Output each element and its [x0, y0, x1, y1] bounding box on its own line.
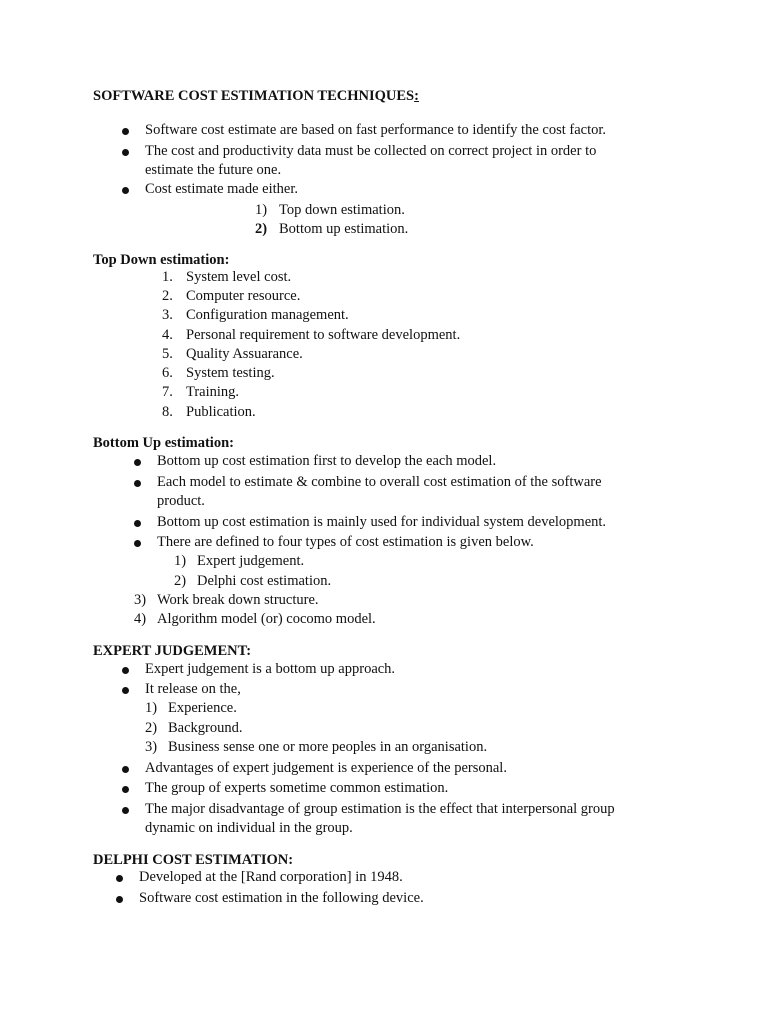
expert-bullet-1: Expert judgement is a bottom up approach.	[145, 661, 396, 677]
delphi-heading: DELPHI COST ESTIMATION:	[93, 852, 294, 868]
bullet-icon	[122, 187, 129, 194]
expert-bullet-5-line-1: The major disadvantage of group estimation is the effect that interpersonal group	[145, 801, 615, 817]
estimation-type-num: 3)	[134, 592, 147, 608]
estimation-type: Algorithm model (or) cocomo model.	[157, 611, 376, 627]
bottom-up-heading: Bottom Up estimation:	[93, 435, 234, 451]
top-down-num: 6.	[162, 365, 173, 381]
top-down-item: Configuration management.	[186, 307, 349, 323]
bottom-up-bullet-4: There are defined to four types of cost estimation is given below.	[157, 534, 534, 550]
bullet-icon	[134, 480, 141, 487]
bottom-up-bullet-2-line-2: product.	[157, 493, 205, 509]
bullet-icon	[122, 149, 129, 156]
top-down-item: Training.	[186, 384, 240, 400]
bullet-icon	[134, 459, 141, 466]
top-down-num: 7.	[162, 384, 173, 400]
bullet-icon	[122, 807, 129, 814]
top-down-num: 3.	[162, 307, 173, 323]
expert-sub-item: Business sense one or more peoples in an organisation.	[168, 739, 488, 755]
expert-sub-item: Experience.	[168, 700, 237, 716]
intro-bullet-2-line-2: estimate the future one.	[145, 162, 282, 178]
bullet-icon	[122, 786, 129, 793]
intro-sub-num-1: 1)	[255, 202, 268, 218]
intro-sub-num-2: 2)	[255, 221, 268, 237]
delphi-bullet-2: Software cost estimation in the following device.	[139, 890, 424, 906]
estimation-type-num: 1)	[174, 553, 187, 569]
bullet-icon	[122, 687, 129, 694]
estimation-type-num: 2)	[174, 573, 187, 589]
intro-bullet-1: Software cost estimate are based on fast performance to identify the cost factor.	[145, 122, 607, 138]
expert-bullet-2: It release on the,	[145, 681, 241, 697]
intro-bullet-2-line-1: The cost and productivity data must be collected on correct project in order to	[145, 143, 597, 159]
expert-judgement-heading: EXPERT JUDGEMENT:	[93, 643, 252, 659]
expert-sub-item: Background.	[168, 720, 243, 736]
bullet-icon	[116, 875, 123, 882]
bullet-icon	[134, 520, 141, 527]
estimation-type: Work break down structure.	[157, 592, 319, 608]
top-down-item: Personal requirement to software development.	[186, 327, 461, 343]
top-down-item: System level cost.	[186, 269, 292, 285]
bullet-icon	[116, 896, 123, 903]
top-down-num: 2.	[162, 288, 173, 304]
top-down-num: 4.	[162, 327, 173, 343]
expert-sub-num: 2)	[145, 720, 158, 736]
top-down-num: 5.	[162, 346, 173, 362]
top-down-item: Quality Assuarance.	[186, 346, 303, 362]
bottom-up-bullet-3: Bottom up cost estimation is mainly used for individual system development.	[157, 514, 607, 530]
bullet-icon	[134, 540, 141, 547]
bullet-icon	[122, 128, 129, 135]
top-down-num: 1.	[162, 269, 173, 285]
expert-bullet-4: The group of experts sometime common estimation.	[145, 780, 449, 796]
bullet-icon	[122, 766, 129, 773]
page-title: SOFTWARE COST ESTIMATION TECHNIQUES:	[93, 88, 419, 104]
estimation-type-num: 4)	[134, 611, 147, 627]
top-down-item: Publication.	[186, 404, 256, 420]
top-down-item: System testing.	[186, 365, 275, 381]
delphi-bullet-1: Developed at the [Rand corporation] in 1948.	[139, 869, 403, 885]
bottom-up-bullet-1: Bottom up cost estimation first to develop the each model.	[157, 453, 497, 469]
top-down-num: 8.	[162, 404, 173, 420]
top-down-heading: Top Down estimation:	[93, 252, 230, 268]
top-down-item: Computer resource.	[186, 288, 301, 304]
expert-bullet-3: Advantages of expert judgement is experience of the personal.	[145, 760, 507, 776]
expert-sub-num: 3)	[145, 739, 158, 755]
intro-sub-item-1: Top down estimation.	[279, 202, 405, 218]
estimation-type: Delphi cost estimation.	[197, 573, 332, 589]
intro-sub-item-2: Bottom up estimation.	[279, 221, 409, 237]
bullet-icon	[122, 667, 129, 674]
estimation-type: Expert judgement.	[197, 553, 305, 569]
expert-bullet-5-line-2: dynamic on individual in the group.	[145, 820, 353, 836]
intro-bullet-3: Cost estimate made either.	[145, 181, 299, 197]
bottom-up-bullet-2-line-1: Each model to estimate & combine to overall cost estimation of the software	[157, 474, 602, 490]
expert-sub-num: 1)	[145, 700, 158, 716]
